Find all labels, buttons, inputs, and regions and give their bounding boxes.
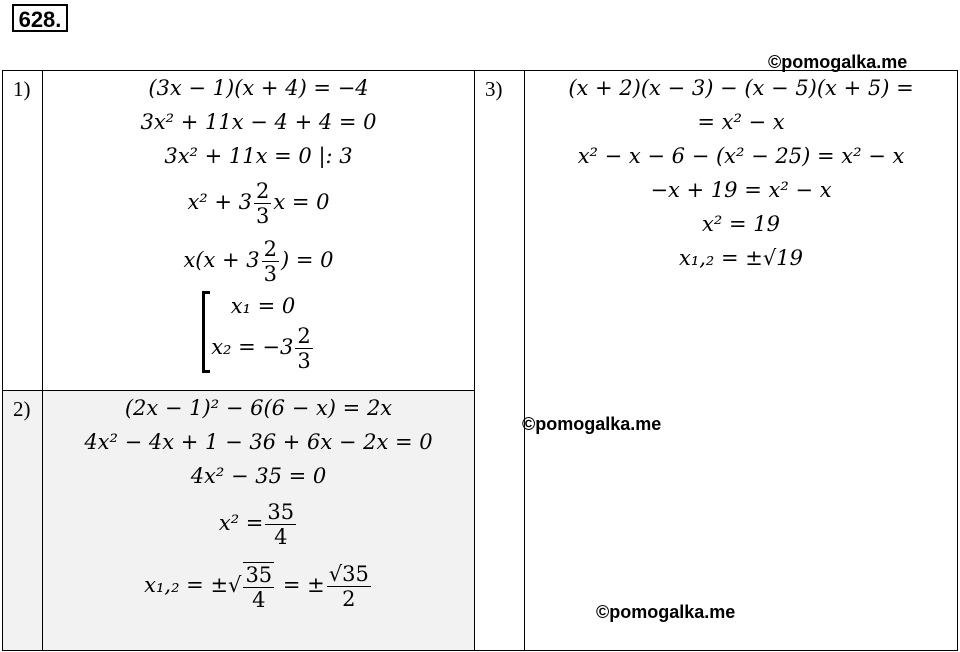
part-1-cell (43, 71, 475, 391)
den: 3 (256, 204, 270, 228)
num: 2 (297, 324, 311, 348)
part1-line1: (3x − 1)(x + 4) = −4 (148, 76, 369, 100)
r2a: x₂ = −3 (211, 335, 294, 359)
num: 35 (267, 500, 295, 524)
part1-line2: 3x² + 11x − 4 + 4 = 0 (140, 110, 377, 134)
num: 35 (245, 562, 273, 587)
den: 4 (265, 524, 296, 549)
label-part-2: 2) (3, 391, 43, 651)
fraction (295, 324, 312, 373)
p2l5a: x₁,₂ = ±√ (144, 573, 242, 597)
root-1: x₁ = 0 (230, 294, 296, 318)
problem-number-badge: 628. (12, 4, 68, 32)
fraction (243, 562, 274, 612)
part2-line2: 4x² − 4x + 1 − 36 + 6x − 2x = 0 (84, 430, 433, 454)
part3-line2: = x² − x (697, 110, 785, 134)
part-2-cell (43, 391, 475, 651)
p2l4a: x² = (218, 511, 264, 535)
part3-line1: (x + 2)(x − 3) − (x − 5)(x + 5) = (568, 76, 914, 100)
watermark-middle: ©pomogalka.me (522, 414, 662, 434)
p1l4a: x² + 3 (187, 190, 253, 214)
p1l5b: ) = 0 (281, 248, 334, 272)
part3-line3: x² − x − 6 − (x² − 25) = x² − x (577, 144, 905, 168)
part2-line4 (43, 493, 474, 553)
num: 2 (263, 237, 278, 261)
root-2 (211, 321, 315, 373)
p1l5a: x(x + 3 (183, 248, 260, 272)
p2l5b: = ± (282, 573, 325, 597)
den: 3 (297, 349, 311, 373)
p1l4b: x = 0 (273, 190, 330, 214)
part2-line5 (43, 553, 474, 617)
part3-line4: −x + 19 = x² − x (650, 178, 832, 202)
fraction (254, 179, 271, 228)
system-bracket (202, 291, 315, 373)
watermark-top: ©pomogalka.me (768, 52, 908, 72)
part3-line5: x² = 19 (702, 212, 780, 236)
label-part-1: 1) (3, 71, 43, 391)
part2-line3: 4x² − 35 = 0 (190, 464, 327, 488)
fraction (265, 500, 296, 549)
den: 4 (243, 587, 274, 612)
den: 2 (327, 586, 371, 611)
part-3-cell (525, 71, 958, 651)
den: 3 (263, 262, 278, 286)
part3-line6: x₁,₂ = ±√19 (678, 246, 803, 270)
part1-system (43, 291, 474, 379)
num: √35 (328, 562, 369, 586)
num: 2 (256, 179, 270, 203)
fraction (327, 562, 371, 611)
watermark-bottom: ©pomogalka.me (596, 602, 736, 622)
part1-line4 (43, 173, 474, 231)
part1-line5 (43, 231, 474, 289)
solution-table (2, 70, 958, 651)
label-part-3: 3) (475, 71, 525, 651)
fraction (262, 237, 279, 286)
part2-line1: (2x − 1)² − 6(6 − x) = 2x (124, 396, 393, 420)
part1-line3: 3x² + 11x = 0 |: 3 (164, 144, 353, 168)
